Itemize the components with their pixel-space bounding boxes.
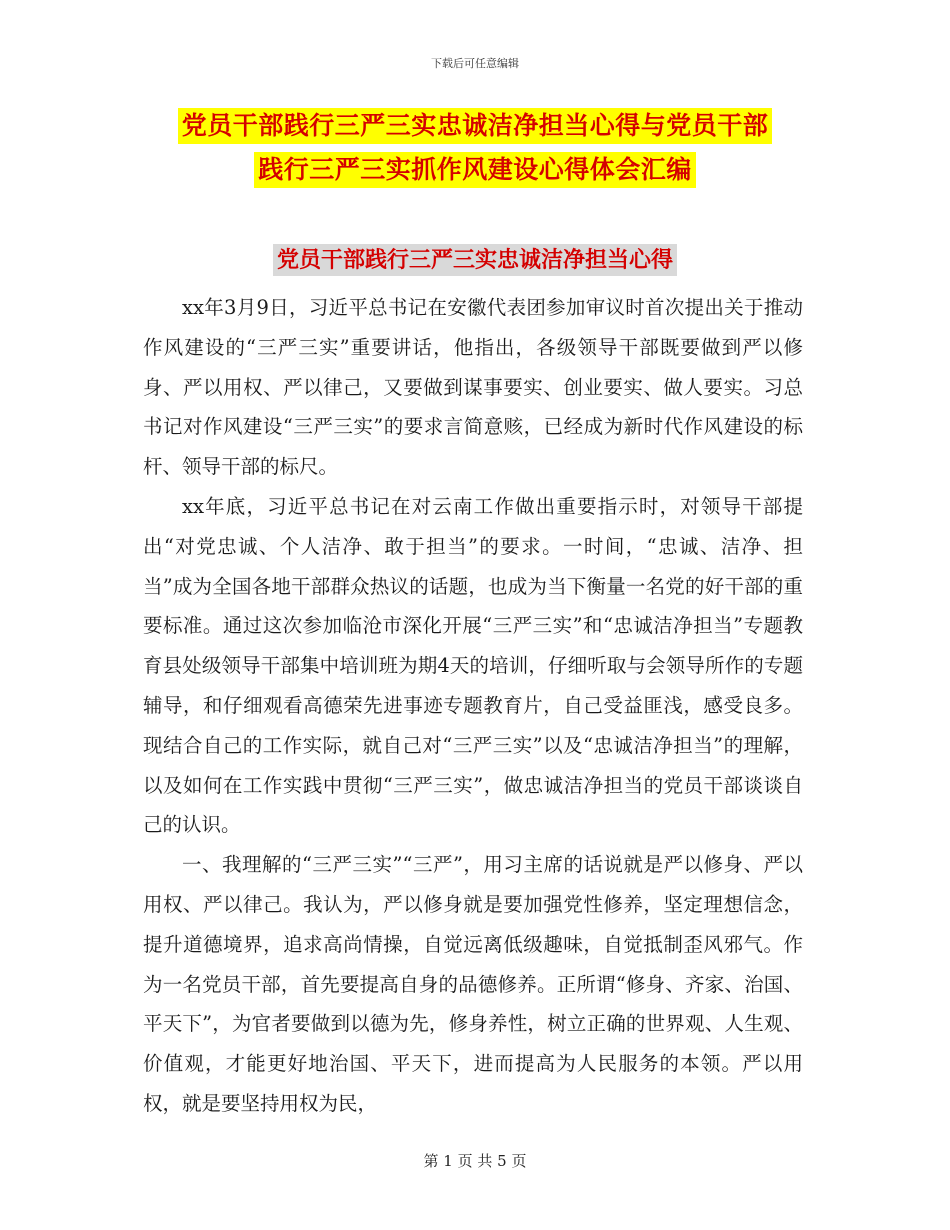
paragraph-2: xx年底，习近平总书记在对云南工作做出重要指示时，对领导干部提出“对党忠诚、个人洁净、敢于担当”的要求。一时间，“忠诚、洁净、担当”成为全国各地干部群众热议的话题，也成为当下衡量一名党的好干部的重要标准。通过这次参加临沧市深化开展“三严三实”和“忠诚洁净担当”专题教育县处级领导干部集中培训班为期4天的培训，仔细听取与会领导所作的专题辅导，和仔细观看高德荣先进事迹专题教育片，自己受益匪浅，感受良多。现结合自己的工作实际，就自己对“三严三实”以及“忠诚洁净担当”的理解，以及如何在工作实践中贯彻“三严三实”，做忠诚洁净担当的党员干部谈谈自己的认识。 xyxy=(143,494,803,837)
paragraph-3: 一、我理解的“三严三实”“三严”，用习主席的话说就是严以修身、严以用权、严以律己。我认为，严以修身就是要加强党性修养，坚定理想信念，提升道德境界，追求高尚情操，自觉远离低级趣味，自觉抵制歪风邪气。作为一名党员干部，首先要提高自身的品德修养。正所谓“修身、齐家、治国、平天下”，为官者要做到以德为先，修身养性，树立正确的世界观、人生观、价值观，才能更好地治国、平天下，进而提高为人民服务的本领。严以用权，就是要坚持用权为民， xyxy=(143,853,803,1115)
body-text xyxy=(143,288,803,1124)
title-line-2: 践行三严三实抓作风建设心得体会汇编 xyxy=(254,152,696,188)
document-title xyxy=(0,108,950,196)
page-footer: 第 1 页 共 5 页 xyxy=(423,1152,527,1170)
section-subtitle: 党员干部践行三严三实忠诚洁净担当心得 xyxy=(273,244,677,276)
paragraph-1: xx年3月9日，习近平总书记在安徽代表团参加审议时首次提出关于推动作风建设的“三严三实”重要讲话，他指出，各级领导干部既要做到严以修身、严以用权、严以律己，又要做到谋事要实、创业要实、做人要实。习总书记对作风建设“三严三实”的要求言简意赅，已经成为新时代作风建设的标杆、领导干部的标尺。 xyxy=(143,296,803,479)
header-note: 下载后可任意编辑 xyxy=(431,57,519,70)
title-line-1: 党员干部践行三严三实忠诚洁净担当心得与党员干部 xyxy=(178,108,773,144)
